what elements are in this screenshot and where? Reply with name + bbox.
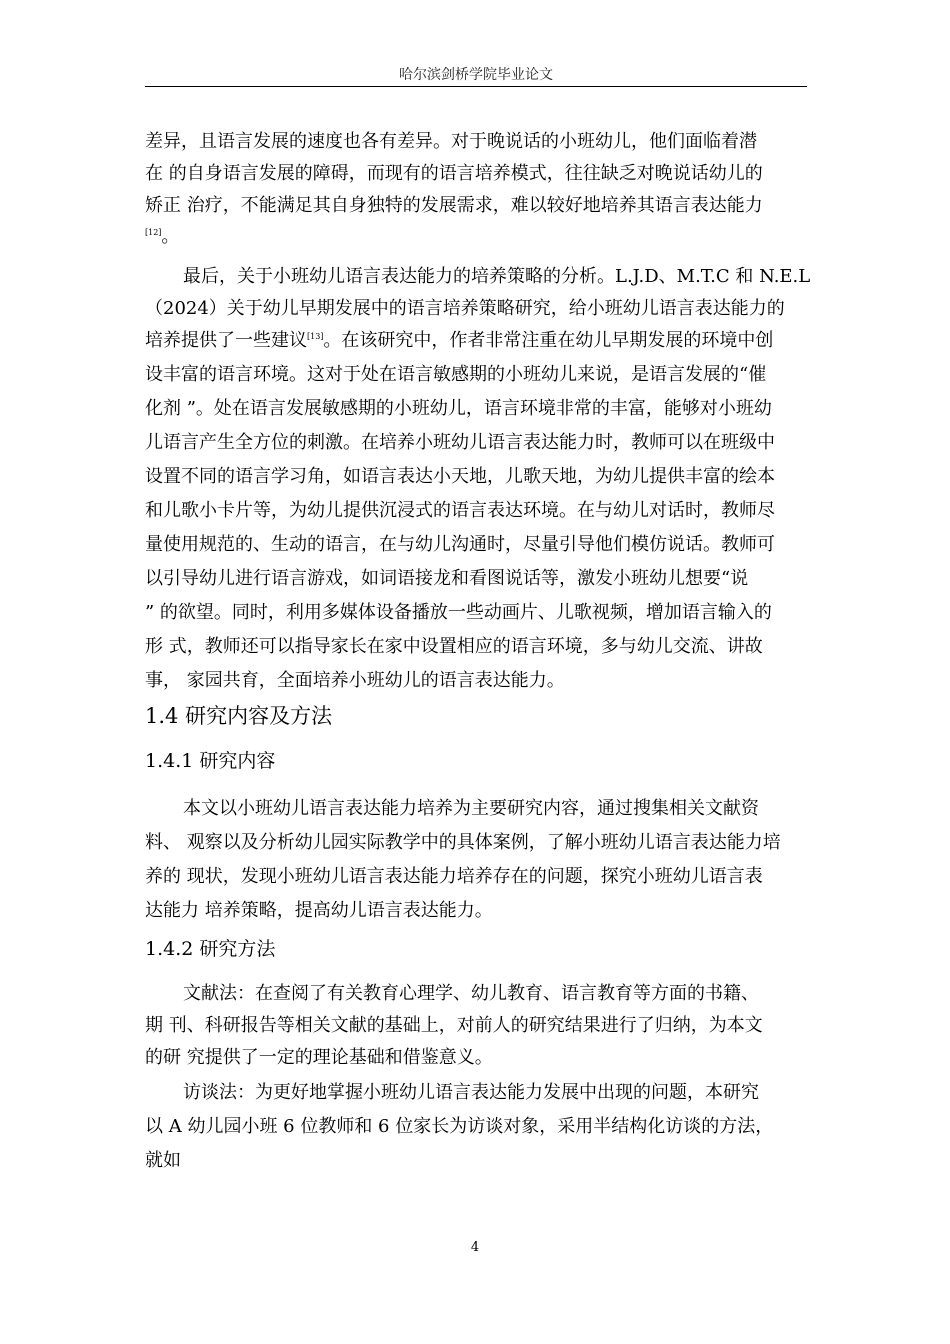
text-line: 矫正 治疗，不能满足其自身独特的发展需求，难以较好地培养其语言表达能力 [145, 195, 763, 216]
text-line: 就如 [145, 1150, 181, 1171]
text-line: 料、 观察以及分析幼儿园实际教学中的具体案例，了解小班幼儿语言表达能力培 [145, 832, 781, 853]
text-line: 。在该研究中，作者非常注重在幼儿早期发展的环境中创 [323, 330, 774, 351]
page-number: 4 [470, 1240, 480, 1255]
subsection-heading: 1.4.1 研究内容 [145, 750, 276, 772]
text-line: 最后，关于小班幼儿语言表达能力的培养策略的分析。L.J.D、M.T.C 和 N.E.L [183, 266, 811, 287]
text-line: 以引导幼儿进行语言游戏，如词语接龙和看图说话等，激发小班幼儿想要“说 [145, 568, 749, 589]
running-header: 哈尔滨剑桥学院毕业论文 [399, 67, 553, 83]
header-rule [145, 86, 807, 87]
text-line: 。 [161, 226, 180, 247]
text-line: 事， 家园共育，全面培养小班幼儿的语言表达能力。 [145, 670, 565, 691]
text-line: 量使用规范的、生动的语言，在与幼儿沟通时，尽量引导他们模仿说话。教师可 [145, 534, 775, 555]
text-line: 设丰富的语言环境。这对于处在语言敏感期的小班幼儿来说，是语言发展的“催 [145, 364, 767, 385]
text-line: 在 的自身语言发展的障碍，而现有的语言培养模式，往往缺乏对晚说话幼儿的 [145, 163, 763, 184]
citation-ref: [12] [145, 228, 162, 237]
text-line: 设置不同的语言学习角，如语言表达小天地，儿歌天地，为幼儿提供丰富的绘本 [145, 466, 775, 487]
text-line: 以 A 幼儿园小班 6 位教师和 6 位家长为访谈对象，采用半结构化访谈的方法， [145, 1116, 774, 1137]
text-line: 培养提供了一些建议 [145, 330, 307, 351]
text-line: 期 刊、科研报告等相关文献的基础上，对前人的研究结果进行了归纳，为本文 [145, 1015, 763, 1036]
citation-ref: [13] [307, 332, 324, 341]
text-line: 养的 现状，发现小班幼儿语言表达能力培养存在的问题，探究小班幼儿语言表 [145, 866, 763, 887]
text-line: 文献法：在查阅了有关教育心理学、幼儿教育、语言教育等方面的书籍、 [183, 983, 759, 1004]
text-line: 本文以小班幼儿语言表达能力培养为主要研究内容，通过搜集相关文献资 [183, 798, 759, 819]
text-line: 儿语言产生全方位的刺激。在培养小班幼儿语言表达能力时，教师可以在班级中 [145, 432, 775, 453]
section-heading: 1.4 研究内容及方法 [145, 704, 333, 728]
text-line [145, 326, 807, 352]
text-line: 访谈法：为更好地掌握小班幼儿语言表达能力发展中出现的问题，本研究 [183, 1082, 759, 1103]
citation-line [145, 222, 179, 248]
subsection-heading: 1.4.2 研究方法 [145, 938, 276, 960]
text-line: 化剂 ”。处在语言发展敏感期的小班幼儿，语言环境非常的丰富，能够对小班幼 [145, 398, 772, 419]
text-line: 的研 究提供了一定的理论基础和借鉴意义。 [145, 1047, 493, 1068]
text-line [145, 794, 807, 820]
text-line: 达能力 培养策略，提高幼儿语言表达能力。 [145, 900, 493, 921]
text-line: 形 式，教师还可以指导家长在家中设置相应的语言环境，多与幼儿交流、讲故 [145, 636, 763, 657]
text-line: ” 的欲望。同时，利用多媒体设备播放一些动画片、儿歌视频，增加语言输入的 [145, 602, 772, 623]
text-line [145, 1078, 807, 1104]
text-line: （2024）关于幼儿早期发展中的语言培养策略研究，给小班幼儿语言表达能力的 [145, 298, 785, 319]
text-line: 和儿歌小卡片等，为幼儿提供沉浸式的语言表达环境。在与幼儿对话时，教师尽 [145, 500, 775, 521]
text-line [145, 979, 807, 1005]
text-line: 差异，且语言发展的速度也各有差异。对于晚说话的小班幼儿，他们面临着潜 [145, 131, 757, 152]
text-line [145, 262, 811, 288]
